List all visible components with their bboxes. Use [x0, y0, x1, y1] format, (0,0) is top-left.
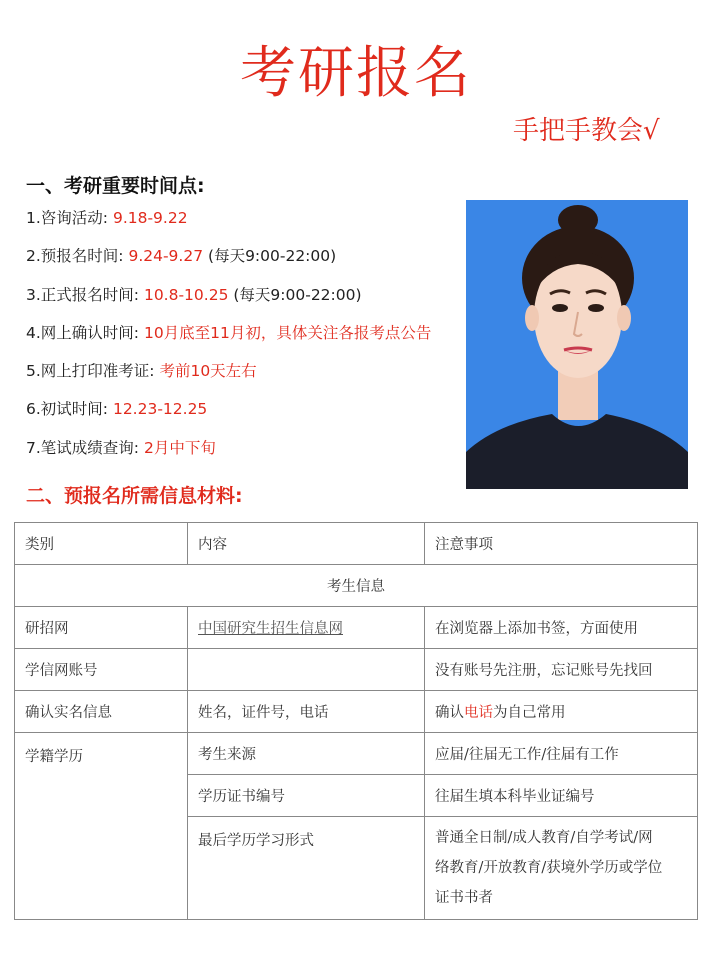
timeline-item — [26, 434, 466, 472]
table-cell: 考生来源 — [188, 733, 425, 775]
timeline-item — [26, 395, 466, 433]
table-cell: 确认实名信息 — [15, 691, 188, 733]
yanzhao-website-link[interactable]: 中国研究生招生信息网 — [198, 621, 343, 637]
table-cell — [425, 691, 698, 733]
table-group-title: 考生信息 — [15, 565, 698, 607]
portrait-illustration — [466, 200, 688, 489]
note-line: 络教育/开放教育/获境外学历或学位 — [435, 860, 663, 876]
timeline-item-label: 1.咨询活动: — [26, 209, 109, 227]
id-photo — [466, 200, 688, 489]
info-table — [14, 522, 698, 920]
timeline-item — [26, 242, 466, 280]
table-cell: 往届生填本科毕业证编号 — [425, 775, 698, 817]
table-header-cell: 注意事项 — [425, 523, 698, 565]
note-text: 为自己常用 — [493, 705, 566, 721]
table-row — [15, 691, 698, 733]
page-title: 考研报名 — [240, 41, 472, 106]
table-cell: 应届/往届无工作/往届有工作 — [425, 733, 698, 775]
table-cell: 学信网账号 — [15, 649, 188, 691]
table-cell: 没有账号先注册，忘记账号先找回 — [425, 649, 698, 691]
table-row — [15, 649, 698, 691]
note-line: 普通全日制/成人教育/自学考试/网 — [435, 830, 653, 846]
table-row — [15, 607, 698, 649]
table-cell: 姓名，证件号，电话 — [188, 691, 425, 733]
table-group-row — [15, 565, 698, 607]
page-subtitle: 手把手教会√ — [513, 116, 660, 146]
section-heading-materials: 二、预报名所需信息材料: — [26, 485, 243, 507]
timeline-list — [26, 204, 466, 472]
table-header-cell: 内容 — [188, 523, 425, 565]
section-heading-timeline: 一、考研重要时间点: — [26, 175, 205, 197]
timeline-item-value: 9.24-9.27 — [128, 247, 204, 266]
timeline-item-label: 4.网上确认时间: — [26, 323, 140, 342]
timeline-item-label: 3.正式报名时间: — [26, 285, 140, 304]
table-cell: 学历证书编号 — [188, 775, 425, 817]
note-line: 证书书者 — [435, 890, 493, 906]
table-row — [15, 733, 698, 775]
timeline-item-value: 9.18-9.22 — [112, 209, 188, 227]
note-highlight: 电话 — [464, 705, 493, 721]
table-cell — [425, 817, 698, 920]
table-cell: 研招网 — [15, 607, 188, 649]
timeline-item-value: 10月底至11月初，具体关注各报考点公告 — [143, 323, 432, 342]
timeline-item-label: 6.初试时间: — [26, 400, 109, 419]
table-header-cell: 类别 — [15, 523, 188, 565]
timeline-item-value: 10.8-10.25 — [143, 285, 229, 304]
table-cell: 在浏览器上添加书签，方面使用 — [425, 607, 698, 649]
table-cell — [188, 649, 425, 691]
timeline-item — [26, 281, 466, 319]
timeline-item-label: 5.网上打印准考证: — [26, 362, 155, 381]
timeline-item-label: 7.笔试成绩查询: — [26, 438, 140, 457]
timeline-item-note: (每天9:00-22:00) — [208, 247, 337, 266]
timeline-item-value: 2月中下旬 — [143, 438, 216, 457]
table-header-row — [15, 523, 698, 565]
table-cell: 最后学历学习形式 — [188, 817, 425, 920]
timeline-item-value: 考前10天左右 — [159, 362, 257, 381]
timeline-item-value: 12.23-12.25 — [112, 400, 208, 419]
table-cell: 学籍学历 — [15, 733, 188, 920]
timeline-item-label: 2.预报名时间: — [26, 247, 124, 266]
timeline-item — [26, 204, 466, 242]
table-cell — [188, 607, 425, 649]
timeline-item — [26, 319, 466, 357]
timeline-item-note: (每天9:00-22:00) — [233, 285, 362, 304]
note-text: 确认 — [435, 705, 464, 721]
timeline-item — [26, 357, 466, 395]
